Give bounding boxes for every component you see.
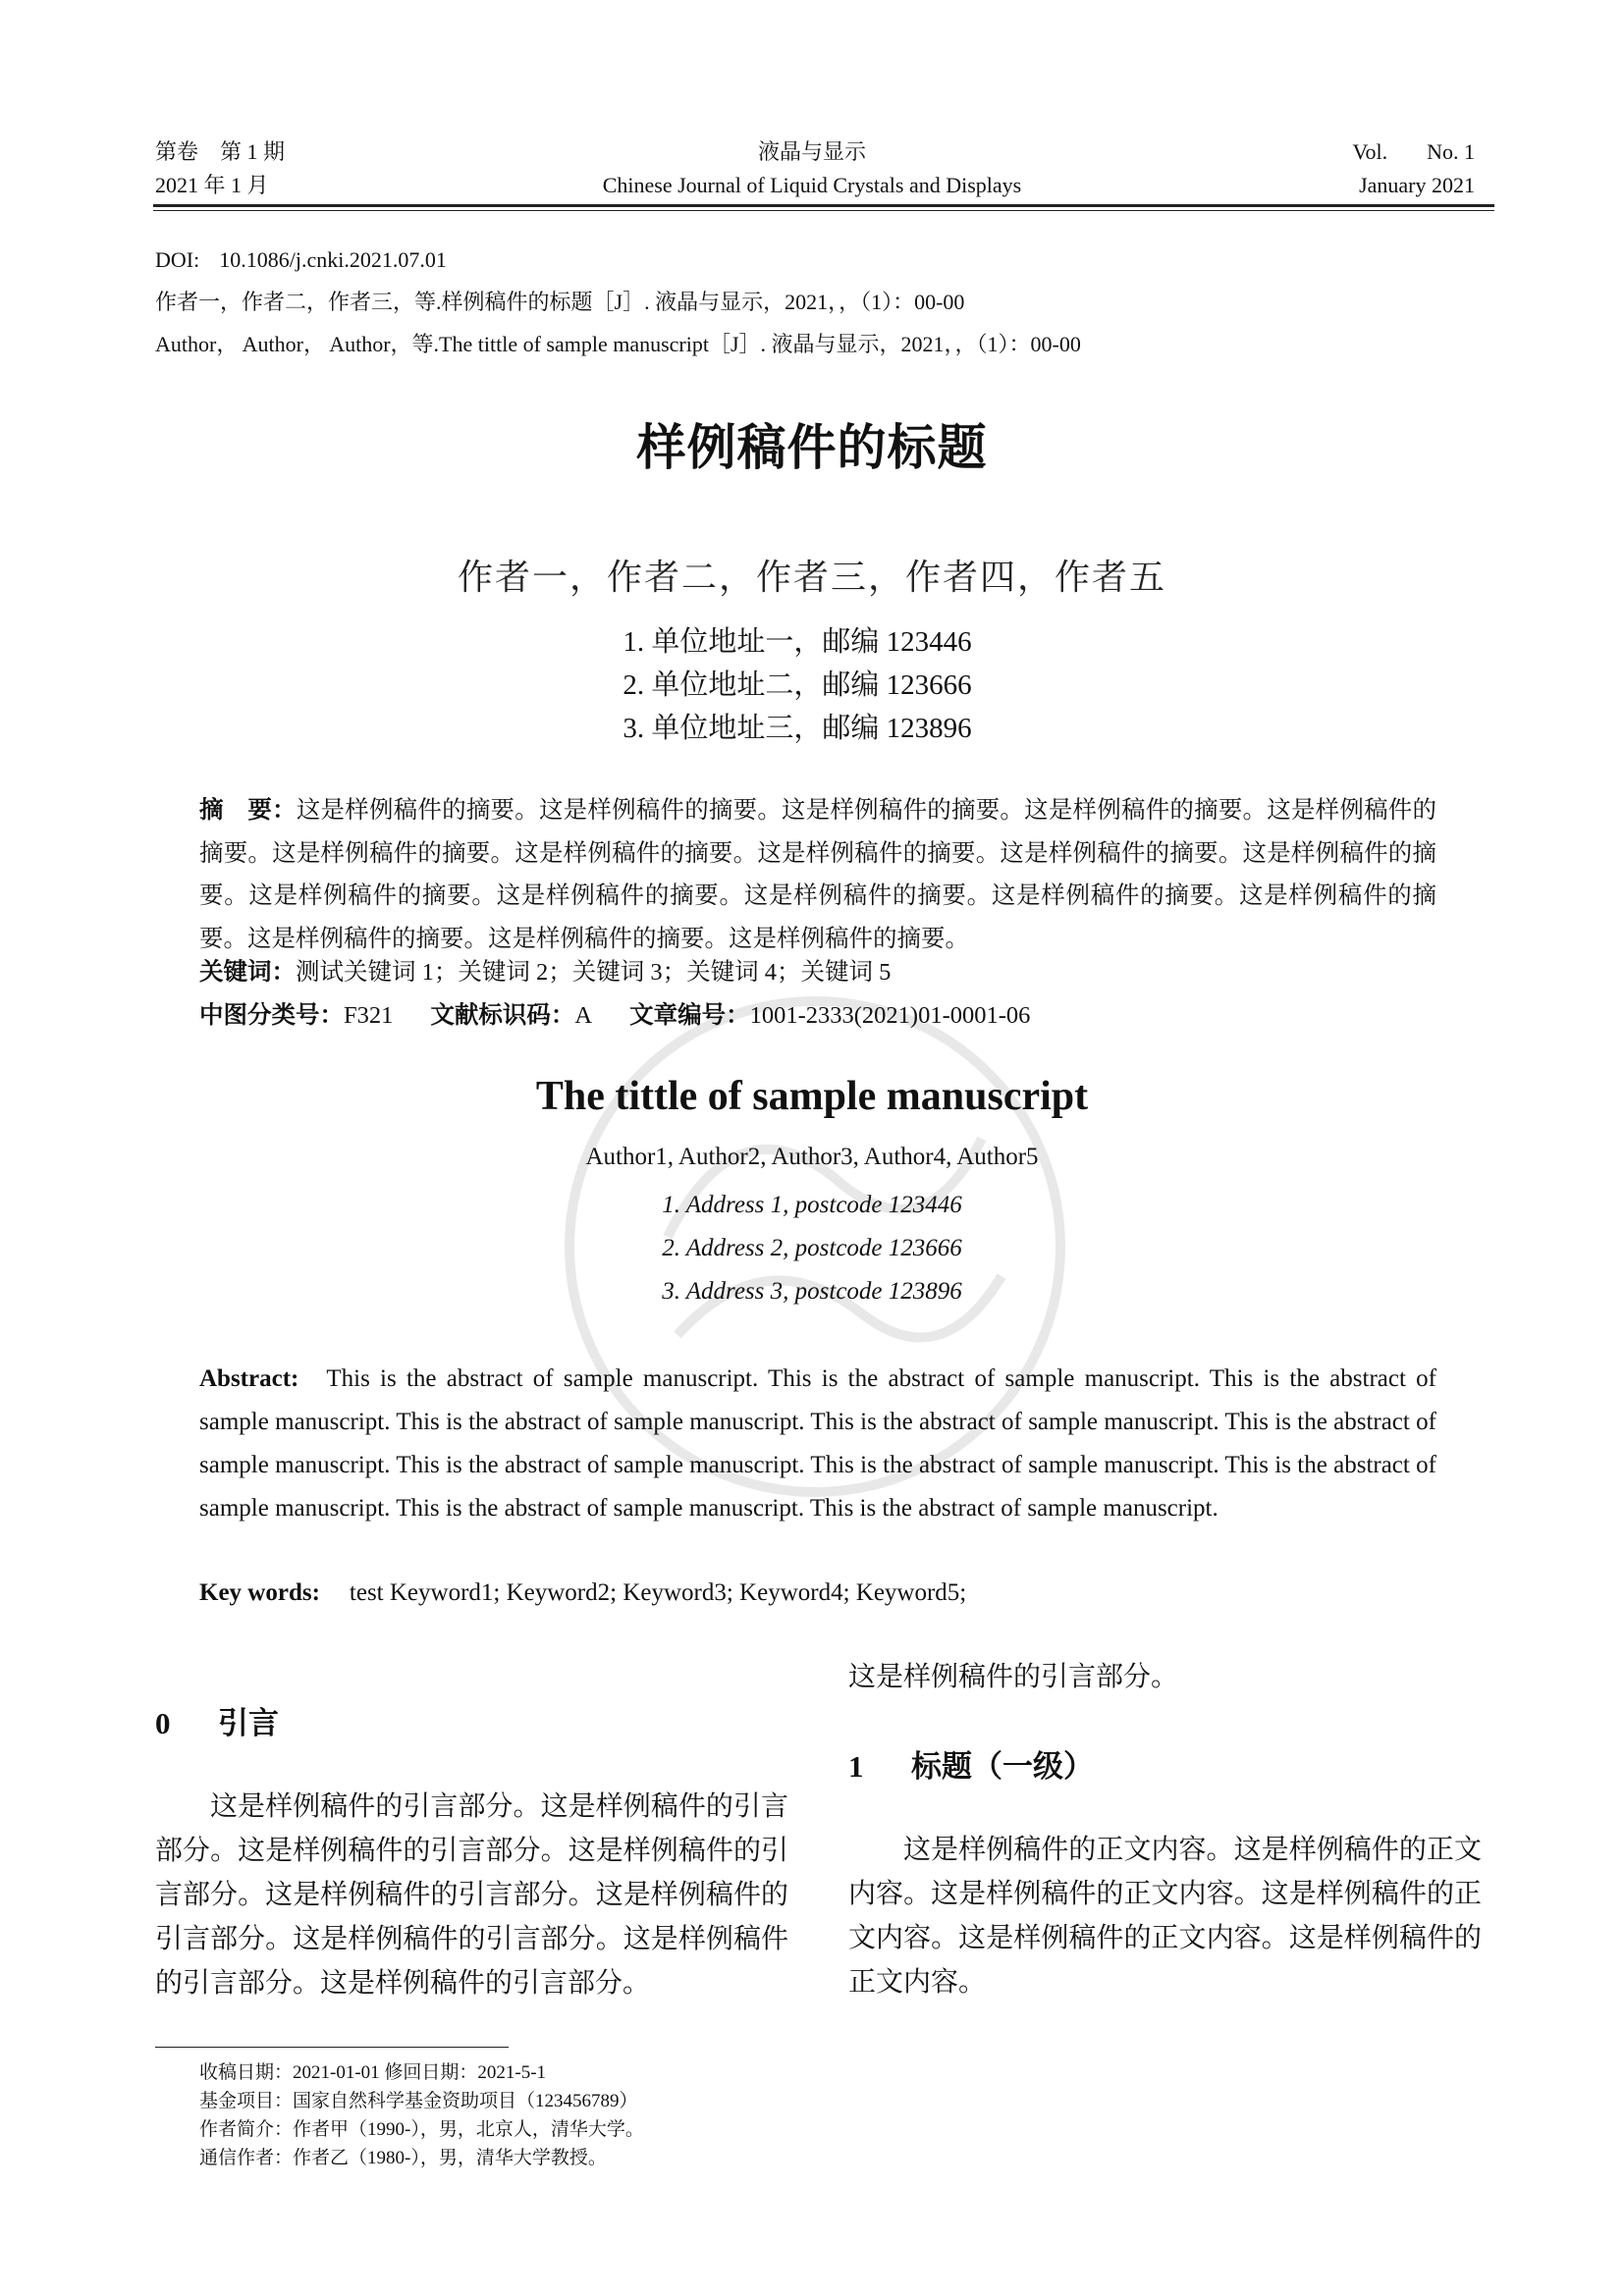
paper-title-en: The tittle of sample manuscript xyxy=(535,1074,1089,1119)
affiliation-item: 2. 单位地址二，邮编 123666 xyxy=(623,669,972,701)
footnotes xyxy=(199,2058,644,2172)
section-number: 1 xyxy=(848,1749,864,1784)
intro-paragraph-continued: 这是样例稿件的引言部分。 xyxy=(848,1662,1179,1692)
footnote-received-date: 收稿日期：2021-01-01 修回日期：2021-5-1 xyxy=(199,2062,547,2083)
keywords-label-cn: 关键词： xyxy=(199,957,296,986)
affiliation-list-en xyxy=(0,1184,1624,1313)
doi-line xyxy=(155,239,1081,281)
affiliation-item-en: 2. Address 2, postcode 123666 xyxy=(662,1235,962,1261)
keywords-text-en: test Keyword1; Keyword2; Keyword3; Keyword4; Keyword5; xyxy=(349,1579,967,1606)
affiliation-item-en: 3. Address 3, postcode 123896 xyxy=(662,1278,962,1305)
citation-en: Author， Author， Author，等.The tittle of sample manuscript［J］. 液晶与显示，2021，，（1）：00-00 xyxy=(155,332,1081,356)
keywords-label-en: Key words: xyxy=(199,1579,320,1606)
date-label-cn: 2021 年 1 月 xyxy=(155,173,269,197)
journal-name-cn: 液晶与显示 xyxy=(757,139,866,164)
affiliation-item-en: 1. Address 1, postcode 123446 xyxy=(662,1192,962,1218)
citation-cn: 作者一，作者二，作者三，等.样例稿件的标题［J］. 液晶与显示，2021，，（1）：00-00 xyxy=(155,290,965,314)
intro-paragraph: 这是样例稿件的引言部分。这是样例稿件的引言部分。这是样例稿件的引言部分。这是样例稿件的引言部分。这是样例稿件的引言部分。这是样例稿件的引言部分。这是样例稿件的引言部分。这是样例稿件的引言部分。这是样例稿件的引言部分。 xyxy=(155,1791,788,1999)
header-rule-thin xyxy=(153,210,1494,211)
running-header-right xyxy=(1352,135,1475,202)
footnote-rule xyxy=(155,2047,509,2048)
doc-code-value: A xyxy=(574,1002,593,1029)
volume-number xyxy=(1352,135,1475,169)
section-title: 标题（一级） xyxy=(911,1749,1094,1785)
author-list-en: Author1, Author2, Author3, Author4, Author5 xyxy=(585,1144,1039,1170)
classification-line xyxy=(199,993,1030,1038)
footnote-corresponding-author: 通信作者：作者乙（1980-），男，清华大学教授。 xyxy=(199,2148,607,2168)
doi-value: 10.1086/j.cnki.2021.07.01 xyxy=(219,247,447,272)
article-number-label: 文章编号： xyxy=(629,1000,750,1029)
doi-label: DOI: xyxy=(155,247,200,272)
running-header-left xyxy=(155,135,285,202)
abstract-label-en: Abstract: xyxy=(199,1365,299,1392)
footnote-funding: 基金项目：国家自然科学基金资助项目（123456789） xyxy=(199,2091,638,2111)
abstract-en xyxy=(199,1358,1436,1530)
affiliation-item: 1. 单位地址一，邮编 123446 xyxy=(623,626,972,658)
keywords-en xyxy=(199,1572,966,1615)
issue-number: No. 1 xyxy=(1427,139,1475,164)
abstract-cn xyxy=(199,788,1436,960)
affiliation-list-cn xyxy=(0,620,1624,750)
section-heading-1 xyxy=(848,1741,1482,1786)
section-heading-intro xyxy=(155,1698,788,1742)
journal-name-en: Chinese Journal of Liquid Crystals and Displays xyxy=(602,173,1022,197)
abstract-text-en: This is the abstract of sample manuscript. This is the abstract of sample manuscript. This is the abstract of sample manuscript. This is the abstract of sample manuscript. This is the abstract of sample manuscript. This is the abstract of sample manuscript. This is the abstract of sample manuscript. This is the abstract of sample manuscript. This is the abstract of sample manuscript. This is the abstract of sample manuscript. This is the abstract of sample manuscript. xyxy=(199,1365,1436,1522)
doc-code-label: 文献标识码： xyxy=(430,1000,575,1029)
author-list-cn: 作者一，作者二，作者三，作者四，作者五 xyxy=(457,558,1166,597)
section-number: 0 xyxy=(155,1706,171,1740)
volume-label: Vol. xyxy=(1352,139,1388,164)
clc-label: 中图分类号： xyxy=(199,1000,344,1029)
citation-block xyxy=(155,239,1081,365)
body-paragraph: 这是样例稿件的正文内容。这是样例稿件的正文内容。这是样例稿件的正文内容。这是样例稿件的正文内容。这是样例稿件的正文内容。这是样例稿件的正文内容。 xyxy=(848,1835,1482,1998)
section-title: 引言 xyxy=(218,1706,279,1741)
date-label-en: January 2021 xyxy=(1359,173,1475,197)
abstract-label-cn: 摘 要： xyxy=(199,795,297,824)
keywords-cn xyxy=(199,950,891,994)
footnote-author-bio: 作者简介：作者甲（1990-），男，北京人，清华大学。 xyxy=(199,2119,644,2140)
issue-label-cn: 第卷 第 1 期 xyxy=(155,139,286,164)
article-number-value: 1001-2333(2021)01-0001-06 xyxy=(749,1002,1031,1029)
paper-title-cn: 样例稿件的标题 xyxy=(636,419,988,476)
header-rule-thick xyxy=(153,204,1494,207)
abstract-text-cn: 这是样例稿件的摘要。这是样例稿件的摘要。这是样例稿件的摘要。这是样例稿件的摘要。这是样例稿件的摘要。这是样例稿件的摘要。这是样例稿件的摘要。这是样例稿件的摘要。这是样例稿件的摘要。这是样例稿件的摘要。这是样例稿件的摘要。这是样例稿件的摘要。这是样例稿件的摘要。这是样例稿件的摘要。这是样例稿件的摘要。这是样例稿件的摘要。这是样例稿件的摘要。这是样例稿件的摘要。 xyxy=(199,797,1436,952)
running-header-center xyxy=(393,135,1231,202)
affiliation-item: 3. 单位地址三，邮编 123896 xyxy=(623,713,972,744)
keywords-text-cn: 测试关键词 1；关键词 2；关键词 3；关键词 4；关键词 5 xyxy=(296,959,892,986)
clc-value: F321 xyxy=(344,1002,394,1029)
